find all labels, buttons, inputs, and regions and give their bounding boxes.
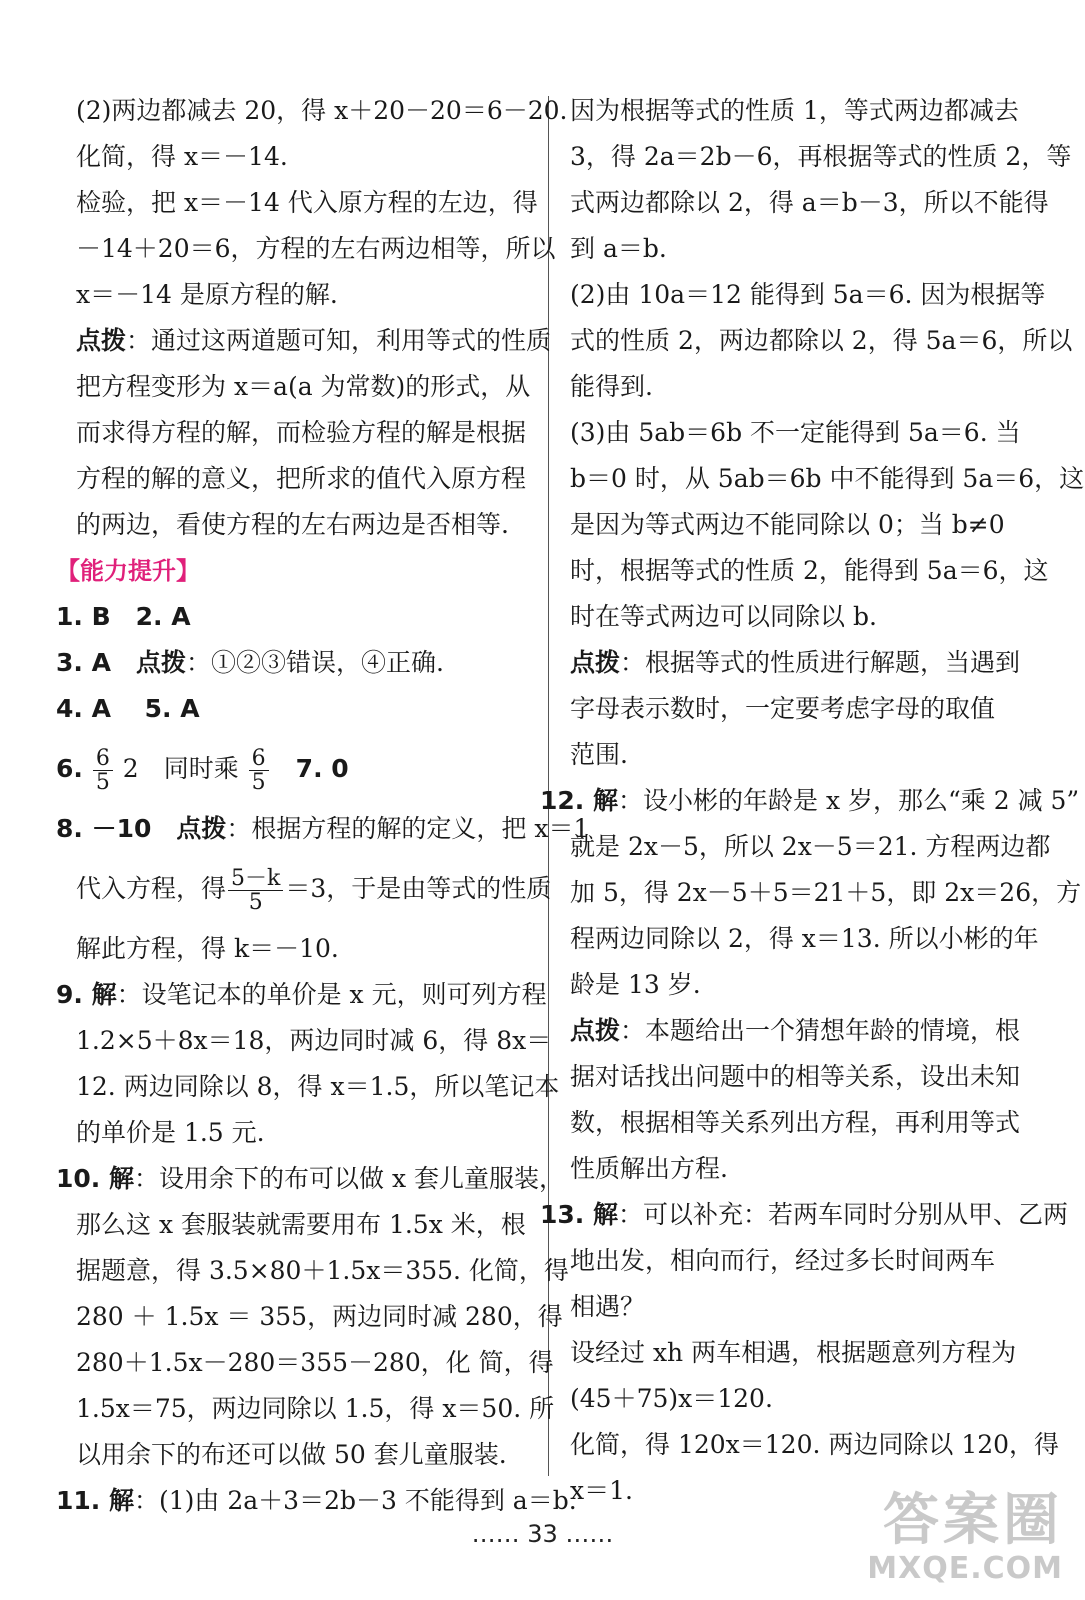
text-line: 性质解出方程. bbox=[570, 1154, 728, 1183]
text-line: 因为根据等式的性质 1，等式两边都减去 bbox=[570, 96, 1019, 125]
text-line: 的两边，看使方程的左右两边是否相等. bbox=[76, 510, 509, 539]
text-line: 1.5x＝75，两边同除以 1.5，得 x＝50. 所 bbox=[76, 1394, 555, 1423]
answer-13 bbox=[540, 1192, 1069, 1238]
answer-text: ：设笔记本的单价是 x 元，则可列方程 bbox=[116, 980, 547, 1009]
watermark-url: MXQE.COM bbox=[867, 1551, 1063, 1586]
text-segment: 代入方程，得 bbox=[76, 874, 227, 903]
text-line: (45＋75)x＝120. bbox=[570, 1384, 773, 1413]
text-line: 据题意，得 3.5×80＋1.5x＝355. 化简，得 bbox=[76, 1256, 569, 1285]
text-line: 到 a＝b. bbox=[570, 234, 667, 263]
fraction-numerator: 6 bbox=[249, 747, 269, 771]
hint-label: 点拨 bbox=[570, 1016, 621, 1045]
right-column bbox=[540, 88, 1085, 1514]
answer-6-7 bbox=[56, 732, 526, 806]
text-line: 龄是 13 岁. bbox=[570, 970, 701, 999]
hint-label: 点拨 bbox=[76, 326, 127, 355]
text-line: 3，得 2a＝2b－6，再根据等式的性质 2，等 bbox=[570, 142, 1072, 171]
answer-12 bbox=[540, 778, 1080, 824]
hint-text: ：根据等式的性质进行解题，当遇到 bbox=[620, 648, 1021, 677]
text-line: 据对话找出问题中的相等关系，设出未知 bbox=[570, 1062, 1021, 1091]
text-line: 时在等式两边可以同除以 b. bbox=[570, 602, 877, 631]
fraction-denominator: 5 bbox=[95, 770, 110, 795]
text-line: 是因为等式两边不能同除以 0；当 b≠0 bbox=[570, 510, 1005, 539]
text-line: 280 ＋ 1.5x ＝ 355，两边同时减 280，得 bbox=[76, 1302, 563, 1331]
text-line: 地出发，相向而行，经过多长时间两车 bbox=[570, 1246, 996, 1275]
hint-line bbox=[570, 640, 1030, 686]
text-line: 以用余下的布还可以做 50 套儿童服装. bbox=[76, 1440, 507, 1469]
text-line: (3)由 5ab＝6b 不一定能得到 5a＝6. 当 bbox=[570, 418, 1021, 447]
answer-1-2: 1. B 2. A bbox=[56, 602, 191, 631]
text-line: 式两边都除以 2，得 a＝b－3，所以不能得 bbox=[570, 188, 1049, 217]
text-line: 化简，得 x＝－14. bbox=[76, 142, 288, 171]
hint-line bbox=[56, 318, 552, 364]
text-line: 解此方程，得 k＝－10. bbox=[76, 934, 339, 963]
answer-text: ：(1)由 2a＋3＝2b－3 不能得到 a＝b. bbox=[134, 1486, 577, 1515]
text-line: 那么这 x 套服装就需要用布 1.5x 米，根 bbox=[76, 1210, 526, 1239]
hint-label: 点拨 bbox=[570, 648, 621, 677]
text-line: 数，根据相等关系列出方程，再利用等式 bbox=[570, 1108, 1021, 1137]
text-line: 式的性质 2，两边都除以 2，得 5a＝6，所以 bbox=[570, 326, 1073, 355]
text-line: 280＋1.5x－280＝355－280，化 简，得 bbox=[76, 1348, 554, 1377]
answer-4-5: 4. A 5. A bbox=[56, 694, 200, 723]
text-line: 设经过 xh 两车相遇，根据题意列方程为 bbox=[570, 1338, 1017, 1367]
text-line: 加 5，得 2x－5＋5＝21＋5，即 2x＝26，方 bbox=[570, 878, 1082, 907]
answer-9 bbox=[56, 972, 547, 1018]
text-line: 相遇？ bbox=[570, 1292, 646, 1321]
page-number: …… 33 …… bbox=[471, 1520, 614, 1548]
hint-text: ：①②③错误，④正确. bbox=[185, 648, 444, 677]
answer-8 bbox=[56, 806, 590, 852]
text-line: 的单价是 1.5 元. bbox=[76, 1118, 265, 1147]
text-segment: ＝3，于是由等式的性质 bbox=[285, 874, 552, 903]
text-line: 能得到. bbox=[570, 372, 653, 401]
fraction-numerator: 5－k bbox=[228, 867, 283, 891]
text-line: 时，根据等式的性质 2，能得到 5a＝6，这 bbox=[570, 556, 1049, 585]
answer-number: 13. 解 bbox=[540, 1200, 618, 1229]
text-line: (2)两边都减去 20，得 x＋20－20＝6－20. bbox=[76, 96, 568, 125]
hint-text: ：根据方程的解的定义，把 x＝1 bbox=[226, 814, 590, 843]
text-line: 化简，得 120x＝120. 两边同除以 120，得 bbox=[570, 1430, 1060, 1459]
hint-label: 点拨 bbox=[135, 648, 186, 677]
text-line: 就是 2x－5，所以 2x－5＝21. 方程两边都 bbox=[570, 832, 1051, 861]
text-line: 把方程变形为 x＝a(a 为常数)的形式，从 bbox=[76, 372, 531, 401]
hint-line bbox=[570, 1008, 1030, 1054]
text-line: 字母表示数时，一定要考虑字母的取值 bbox=[570, 694, 996, 723]
answer-number: 9. 解 bbox=[56, 980, 117, 1009]
text-line: x＝－14 是原方程的解. bbox=[76, 280, 338, 309]
text-line: －14＋20＝6，方程的左右两边相等，所以 bbox=[76, 234, 556, 263]
text-line: 检验，把 x＝－14 代入原方程的左边，得 bbox=[76, 188, 538, 217]
fraction-denominator: 5 bbox=[248, 890, 263, 915]
fraction-numerator: 6 bbox=[93, 747, 113, 771]
answer-number: 8. －10 bbox=[56, 814, 177, 843]
text-line: x＝1. bbox=[570, 1476, 633, 1505]
hint-label: 点拨 bbox=[176, 814, 227, 843]
section-heading: 【能力提升】 bbox=[56, 557, 200, 585]
text-line: b＝0 时，从 5ab＝6b 中不能得到 5a＝6，这 bbox=[570, 464, 1085, 493]
text-line: (2)由 10a＝12 能得到 5a＝6. 因为根据等 bbox=[570, 280, 1046, 309]
text-line: 范围. bbox=[570, 740, 628, 769]
answer-text: ：设小彬的年龄是 x 岁，那么“乘 2 减 5” bbox=[618, 786, 1080, 815]
text-line: 程两边同除以 2，得 x＝13. 所以小彬的年 bbox=[570, 924, 1039, 953]
watermark-logo: 答案圈 bbox=[883, 1488, 1063, 1553]
answer-8-line-2 bbox=[56, 852, 552, 926]
text-line: 12. 两边同除以 8，得 x＝1.5，所以笔记本 bbox=[76, 1072, 560, 1101]
answer-text: 2 同时乘 bbox=[114, 754, 239, 783]
answer-text: ：可以补充：若两车同时分别从甲、乙两 bbox=[618, 1200, 1069, 1229]
answer-number: 11. 解 bbox=[56, 1486, 134, 1515]
fraction bbox=[249, 747, 269, 794]
fraction-denominator: 5 bbox=[251, 770, 266, 795]
hint-text: ：本题给出一个猜想年龄的情境，根 bbox=[620, 1016, 1021, 1045]
answer-number: 12. 解 bbox=[540, 786, 618, 815]
fraction bbox=[228, 867, 283, 914]
answer-7: 7. 0 bbox=[270, 754, 349, 783]
answer-number: 3. A bbox=[56, 648, 136, 677]
answer-number: 6. bbox=[56, 754, 83, 783]
fraction bbox=[93, 747, 113, 794]
answer-3 bbox=[56, 640, 526, 686]
answer-10 bbox=[56, 1156, 564, 1202]
watermark bbox=[867, 1490, 1063, 1586]
text-line: 1.2×5＋8x＝18，两边同时减 6，得 8x＝ bbox=[76, 1026, 552, 1055]
answer-number: 10. 解 bbox=[56, 1164, 134, 1193]
answer-11 bbox=[56, 1478, 577, 1524]
hint-text: ：通过这两道题可知，利用等式的性质 bbox=[126, 326, 552, 355]
text-line: 而求得方程的解，而检验方程的解是根据 bbox=[76, 418, 527, 447]
answer-text: ：设用余下的布可以做 x 套儿童服装， bbox=[134, 1164, 564, 1193]
text-line: 方程的解的意义，把所求的值代入原方程 bbox=[76, 464, 527, 493]
